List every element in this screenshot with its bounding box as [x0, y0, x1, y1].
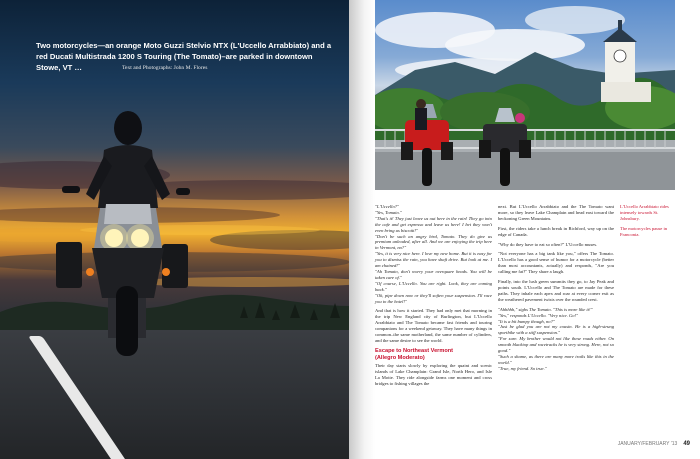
dialog-line: "That's it! They just leave us out here in the rain! They go into the cafe and get espresso and leave us here! I bet they won't even bring us biscotti!"	[375, 215, 492, 233]
caption-franconia: The motorcycles pause in Franconia.	[620, 226, 668, 238]
issue-date: JANUARY/FEBRUARY '13	[617, 441, 678, 447]
body-paragraph: Their day starts slowly by exploring the quaint and scenic islands of Lake Champlain: Grand Isle, North Hero, and Isle La Motte. They ride alongside farms one moment and cross bridges to fishing villages the	[375, 362, 492, 386]
dialog-line: "Ah Tomato, don't worry your overquare heads. You will be taken care of."	[375, 268, 492, 280]
page-gutter	[349, 0, 375, 459]
dialog-line: "For sure. My brother would not like these roads either. On smooth blacktop and racetracks he is very strong. Here, not so good."	[498, 336, 614, 354]
dialog-line: "Yes, Tomato."	[375, 209, 402, 215]
dialog-line: "Ahhhhh," sighs The Tomato. "This is more like it!"	[498, 306, 593, 312]
body-paragraph: First, the riders take a lunch break in Richford, way up on the edge of Canada.	[498, 225, 614, 237]
dialog-line: "Of course, L'Uccello. You are right. Look, they are coming back."	[375, 280, 492, 292]
dialog-line: "Just be glad you are not my cousin. He is a high-strung sportbike with a stiff suspension."	[498, 324, 614, 336]
left-page-photo	[0, 0, 349, 459]
photo-captions-sidebar	[620, 204, 676, 243]
dialog-line: "It is a bit bumpy though, no?"	[498, 318, 555, 324]
section-subhead-tempo: (Allegro Moderato)	[375, 354, 425, 361]
body-paragraph: "Why do they have to eat so often?" L'Uccello muses.	[498, 241, 598, 247]
photo-caption: Two motorcycles—an orange Moto Guzzi Stelvio NTX (L'Uccello Arrabbiato) and a red Ducati Multistrada 1200 S Touring (The Tomato)–are parked in downtown Stowe, VT …	[36, 41, 332, 72]
dialog-line: "L'Uccello?"	[375, 204, 399, 209]
body-paragraph: And that is how it started. They had only met that morning in the trip New England city of Burlington, but L'Uccello Arrabbiato and The Tomato became fast friends and touring companions for a weekend getaway. They have many things in common–the same motherland, the same number of cylinders, and the same desire to see the world.	[375, 308, 492, 343]
rider-standing	[415, 99, 427, 130]
dialog-line: "Yes," responds L'Uccello. "Very nice. Go!"	[498, 312, 579, 318]
motorcycle-rider-silhouette	[50, 108, 190, 358]
body-paragraph: Finally, into the lush green summits they go, to Jay Peak and points south. L'Uccello and The Tomato are made for these paths. They inhale each apex and roar at every corner exit as the weathered pavement twists over the rounded crest.	[498, 279, 614, 302]
page-number: 49	[683, 441, 690, 447]
photo-credit: Text and Photographs: John M. Flores	[122, 65, 208, 71]
right-page	[375, 0, 700, 459]
stowe-parked-motorcycles-photo	[375, 0, 675, 190]
dialog-line: "Such a shame, as there are many more trails like this in the world."	[498, 353, 614, 365]
article-column-1	[375, 204, 492, 390]
caption-st-johnsbury: L'Uccello Arrabbiato rides intensely towards St. Johnsbury.	[620, 204, 669, 221]
dialog-line: "True, my friend. So true."	[498, 365, 547, 371]
body-paragraph: "Not everyone has a big tank like you," offers The Tomato. L'Uccello has a good sense of humor for a motorcycle (better than most accountants, actually) and responds, "Are you calling me fat?" They share a laugh.	[498, 251, 614, 275]
page-footer	[618, 441, 690, 447]
body-paragraph: next. But L'Uccello Arrabbiato and the The Tomato want more, so they leave Lake Champlain and head east toward the beckoning Green Mountains.	[498, 204, 614, 221]
article-column-2	[498, 204, 614, 372]
dialog-line: "Don't be such an angry bird, Tomato. They do give us premium unleaded, after all. And we are enjoying the trip here in Vermont, no?"	[375, 233, 492, 251]
dialog-line: "Yes, it is very nice here. I love my new home. But it is easy for you to dismiss the rain, you have shaft drive. But look at me. I am chained!"	[375, 251, 492, 269]
dialog-line: "Ok, pipe down now or they'll soften your suspension. I'll race you to the hotel!"	[375, 292, 492, 304]
section-subhead: Escape to Northeast Vermont	[375, 347, 454, 354]
